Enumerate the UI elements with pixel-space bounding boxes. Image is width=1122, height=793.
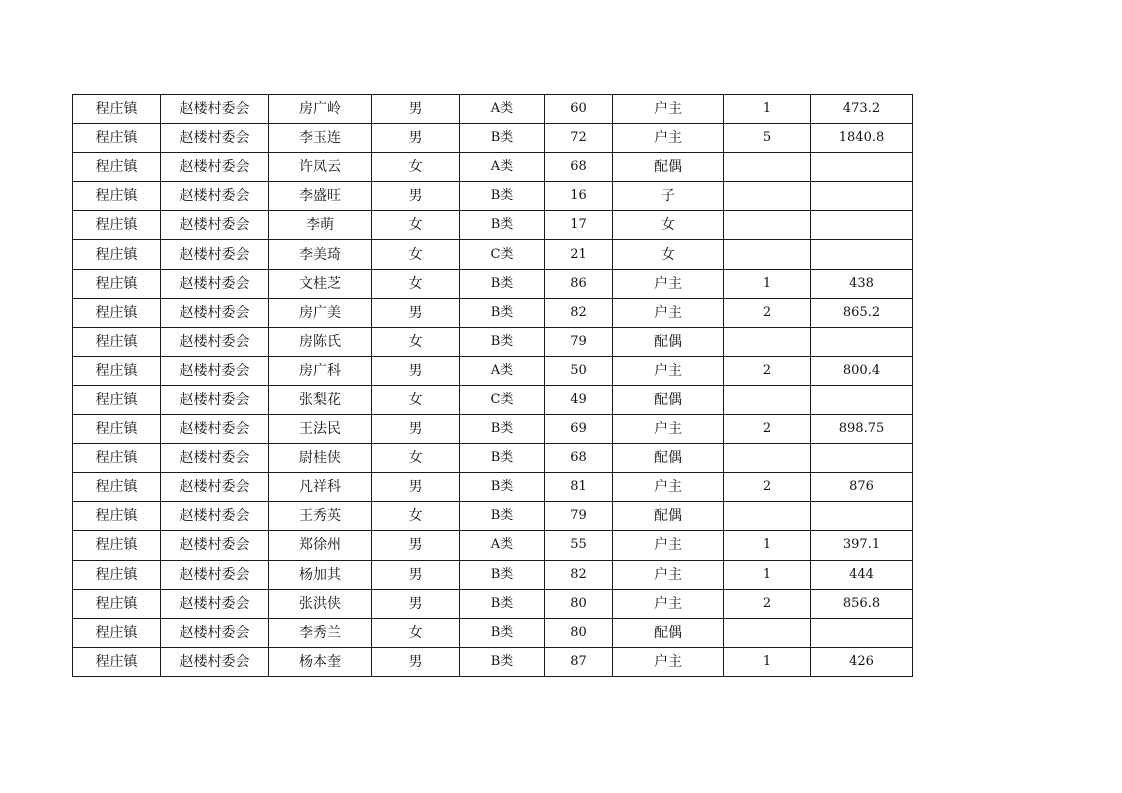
amount-cell: 876 — [811, 473, 913, 502]
relation-cell: 子 — [613, 182, 724, 211]
gender-cell: 女 — [372, 444, 460, 473]
relation-cell: 户主 — [613, 589, 724, 618]
name-cell: 房陈氏 — [269, 327, 372, 356]
category-cell: A类 — [460, 153, 545, 182]
age-cell: 87 — [545, 647, 613, 676]
name-cell: 房广美 — [269, 298, 372, 327]
town-cell: 程庄镇 — [73, 531, 161, 560]
household-size-cell — [724, 618, 811, 647]
name-cell: 尉桂侠 — [269, 444, 372, 473]
relation-cell: 户主 — [613, 531, 724, 560]
name-cell: 李盛旺 — [269, 182, 372, 211]
amount-cell: 865.2 — [811, 298, 913, 327]
category-cell: B类 — [460, 589, 545, 618]
village-cell: 赵楼村委会 — [161, 95, 269, 124]
table-row — [73, 385, 913, 414]
amount-cell — [811, 502, 913, 531]
table-row — [73, 618, 913, 647]
age-cell: 49 — [545, 385, 613, 414]
amount-cell: 1840.8 — [811, 124, 913, 153]
household-size-cell: 2 — [724, 356, 811, 385]
amount-cell: 397.1 — [811, 531, 913, 560]
town-cell: 程庄镇 — [73, 473, 161, 502]
town-cell: 程庄镇 — [73, 211, 161, 240]
age-cell: 82 — [545, 560, 613, 589]
name-cell: 王秀英 — [269, 502, 372, 531]
age-cell: 16 — [545, 182, 613, 211]
village-cell: 赵楼村委会 — [161, 385, 269, 414]
town-cell: 程庄镇 — [73, 356, 161, 385]
gender-cell: 男 — [372, 647, 460, 676]
age-cell: 55 — [545, 531, 613, 560]
table-row — [73, 415, 913, 444]
amount-cell — [811, 385, 913, 414]
village-cell: 赵楼村委会 — [161, 647, 269, 676]
age-cell: 21 — [545, 240, 613, 269]
category-cell: B类 — [460, 444, 545, 473]
gender-cell: 女 — [372, 269, 460, 298]
village-cell: 赵楼村委会 — [161, 182, 269, 211]
category-cell: B类 — [460, 211, 545, 240]
household-size-cell: 1 — [724, 269, 811, 298]
age-cell: 81 — [545, 473, 613, 502]
household-size-cell: 1 — [724, 531, 811, 560]
category-cell: B类 — [460, 618, 545, 647]
table-row — [73, 444, 913, 473]
relation-cell: 配偶 — [613, 385, 724, 414]
village-cell: 赵楼村委会 — [161, 473, 269, 502]
table-row — [73, 298, 913, 327]
amount-cell: 473.2 — [811, 95, 913, 124]
village-cell: 赵楼村委会 — [161, 444, 269, 473]
age-cell: 79 — [545, 327, 613, 356]
amount-cell: 800.4 — [811, 356, 913, 385]
name-cell: 许凤云 — [269, 153, 372, 182]
amount-cell: 426 — [811, 647, 913, 676]
category-cell: B类 — [460, 647, 545, 676]
relation-cell: 配偶 — [613, 153, 724, 182]
household-size-cell — [724, 211, 811, 240]
town-cell: 程庄镇 — [73, 618, 161, 647]
relation-cell: 女 — [613, 211, 724, 240]
table-row — [73, 95, 913, 124]
town-cell: 程庄镇 — [73, 240, 161, 269]
relation-cell: 户主 — [613, 95, 724, 124]
age-cell: 60 — [545, 95, 613, 124]
town-cell: 程庄镇 — [73, 560, 161, 589]
name-cell: 杨加其 — [269, 560, 372, 589]
name-cell: 李萌 — [269, 211, 372, 240]
gender-cell: 女 — [372, 240, 460, 269]
household-size-cell: 2 — [724, 298, 811, 327]
age-cell: 72 — [545, 124, 613, 153]
gender-cell: 女 — [372, 618, 460, 647]
gender-cell: 男 — [372, 531, 460, 560]
town-cell: 程庄镇 — [73, 502, 161, 531]
relation-cell: 配偶 — [613, 502, 724, 531]
town-cell: 程庄镇 — [73, 269, 161, 298]
gender-cell: 男 — [372, 95, 460, 124]
table-row — [73, 182, 913, 211]
name-cell: 李美琦 — [269, 240, 372, 269]
household-size-cell: 1 — [724, 95, 811, 124]
household-size-cell: 1 — [724, 560, 811, 589]
table-body — [73, 95, 913, 677]
gender-cell: 女 — [372, 502, 460, 531]
town-cell: 程庄镇 — [73, 124, 161, 153]
amount-cell — [811, 327, 913, 356]
gender-cell: 男 — [372, 560, 460, 589]
household-size-cell — [724, 502, 811, 531]
gender-cell: 女 — [372, 211, 460, 240]
gender-cell: 男 — [372, 473, 460, 502]
age-cell: 82 — [545, 298, 613, 327]
amount-cell — [811, 240, 913, 269]
data-table — [72, 94, 913, 677]
name-cell: 房广岭 — [269, 95, 372, 124]
gender-cell: 女 — [372, 153, 460, 182]
household-size-cell — [724, 153, 811, 182]
household-size-cell: 2 — [724, 415, 811, 444]
town-cell: 程庄镇 — [73, 95, 161, 124]
age-cell: 68 — [545, 153, 613, 182]
relation-cell: 户主 — [613, 298, 724, 327]
category-cell: B类 — [460, 124, 545, 153]
town-cell: 程庄镇 — [73, 385, 161, 414]
name-cell: 张梨花 — [269, 385, 372, 414]
town-cell: 程庄镇 — [73, 589, 161, 618]
village-cell: 赵楼村委会 — [161, 502, 269, 531]
amount-cell — [811, 211, 913, 240]
table-row — [73, 211, 913, 240]
relation-cell: 配偶 — [613, 618, 724, 647]
amount-cell: 898.75 — [811, 415, 913, 444]
village-cell: 赵楼村委会 — [161, 618, 269, 647]
table-row — [73, 502, 913, 531]
table-row — [73, 240, 913, 269]
amount-cell — [811, 182, 913, 211]
household-size-cell: 1 — [724, 647, 811, 676]
category-cell: A类 — [460, 95, 545, 124]
household-size-cell — [724, 182, 811, 211]
amount-cell — [811, 444, 913, 473]
relation-cell: 户主 — [613, 560, 724, 589]
household-size-cell — [724, 385, 811, 414]
table-row — [73, 589, 913, 618]
name-cell: 王法民 — [269, 415, 372, 444]
age-cell: 68 — [545, 444, 613, 473]
name-cell: 凡祥科 — [269, 473, 372, 502]
village-cell: 赵楼村委会 — [161, 211, 269, 240]
gender-cell: 男 — [372, 124, 460, 153]
gender-cell: 男 — [372, 415, 460, 444]
table-row — [73, 560, 913, 589]
gender-cell: 女 — [372, 385, 460, 414]
household-size-cell — [724, 444, 811, 473]
relation-cell: 户主 — [613, 269, 724, 298]
age-cell: 17 — [545, 211, 613, 240]
table-row — [73, 647, 913, 676]
age-cell: 50 — [545, 356, 613, 385]
age-cell: 80 — [545, 618, 613, 647]
relation-cell: 户主 — [613, 473, 724, 502]
category-cell: C类 — [460, 240, 545, 269]
table-row — [73, 531, 913, 560]
town-cell: 程庄镇 — [73, 153, 161, 182]
household-size-cell — [724, 327, 811, 356]
name-cell: 李秀兰 — [269, 618, 372, 647]
category-cell: B类 — [460, 298, 545, 327]
gender-cell: 男 — [372, 356, 460, 385]
category-cell: C类 — [460, 385, 545, 414]
gender-cell: 女 — [372, 327, 460, 356]
village-cell: 赵楼村委会 — [161, 356, 269, 385]
category-cell: B类 — [460, 560, 545, 589]
town-cell: 程庄镇 — [73, 647, 161, 676]
household-size-cell: 2 — [724, 473, 811, 502]
amount-cell — [811, 618, 913, 647]
table-row — [73, 153, 913, 182]
name-cell: 张洪侠 — [269, 589, 372, 618]
table-row — [73, 327, 913, 356]
village-cell: 赵楼村委会 — [161, 240, 269, 269]
age-cell: 80 — [545, 589, 613, 618]
village-cell: 赵楼村委会 — [161, 531, 269, 560]
table-row — [73, 269, 913, 298]
relation-cell: 配偶 — [613, 444, 724, 473]
category-cell: B类 — [460, 415, 545, 444]
name-cell: 杨本奎 — [269, 647, 372, 676]
relation-cell: 女 — [613, 240, 724, 269]
amount-cell: 856.8 — [811, 589, 913, 618]
gender-cell: 男 — [372, 182, 460, 211]
name-cell: 文桂芝 — [269, 269, 372, 298]
relation-cell: 户主 — [613, 415, 724, 444]
household-size-cell — [724, 240, 811, 269]
relation-cell: 户主 — [613, 356, 724, 385]
category-cell: A类 — [460, 531, 545, 560]
household-size-cell: 5 — [724, 124, 811, 153]
name-cell: 郑徐州 — [269, 531, 372, 560]
town-cell: 程庄镇 — [73, 444, 161, 473]
table-row — [73, 473, 913, 502]
category-cell: B类 — [460, 182, 545, 211]
age-cell: 79 — [545, 502, 613, 531]
relation-cell: 配偶 — [613, 327, 724, 356]
amount-cell: 444 — [811, 560, 913, 589]
household-size-cell: 2 — [724, 589, 811, 618]
category-cell: B类 — [460, 473, 545, 502]
town-cell: 程庄镇 — [73, 298, 161, 327]
village-cell: 赵楼村委会 — [161, 269, 269, 298]
relation-cell: 户主 — [613, 124, 724, 153]
village-cell: 赵楼村委会 — [161, 298, 269, 327]
village-cell: 赵楼村委会 — [161, 560, 269, 589]
category-cell: A类 — [460, 356, 545, 385]
name-cell: 房广科 — [269, 356, 372, 385]
table-row — [73, 356, 913, 385]
age-cell: 86 — [545, 269, 613, 298]
village-cell: 赵楼村委会 — [161, 124, 269, 153]
amount-cell — [811, 153, 913, 182]
amount-cell: 438 — [811, 269, 913, 298]
age-cell: 69 — [545, 415, 613, 444]
town-cell: 程庄镇 — [73, 415, 161, 444]
name-cell: 李玉连 — [269, 124, 372, 153]
village-cell: 赵楼村委会 — [161, 327, 269, 356]
village-cell: 赵楼村委会 — [161, 153, 269, 182]
town-cell: 程庄镇 — [73, 327, 161, 356]
category-cell: B类 — [460, 327, 545, 356]
relation-cell: 户主 — [613, 647, 724, 676]
town-cell: 程庄镇 — [73, 182, 161, 211]
category-cell: B类 — [460, 269, 545, 298]
gender-cell: 男 — [372, 298, 460, 327]
village-cell: 赵楼村委会 — [161, 589, 269, 618]
table-row — [73, 124, 913, 153]
village-cell: 赵楼村委会 — [161, 415, 269, 444]
gender-cell: 男 — [372, 589, 460, 618]
category-cell: B类 — [460, 502, 545, 531]
